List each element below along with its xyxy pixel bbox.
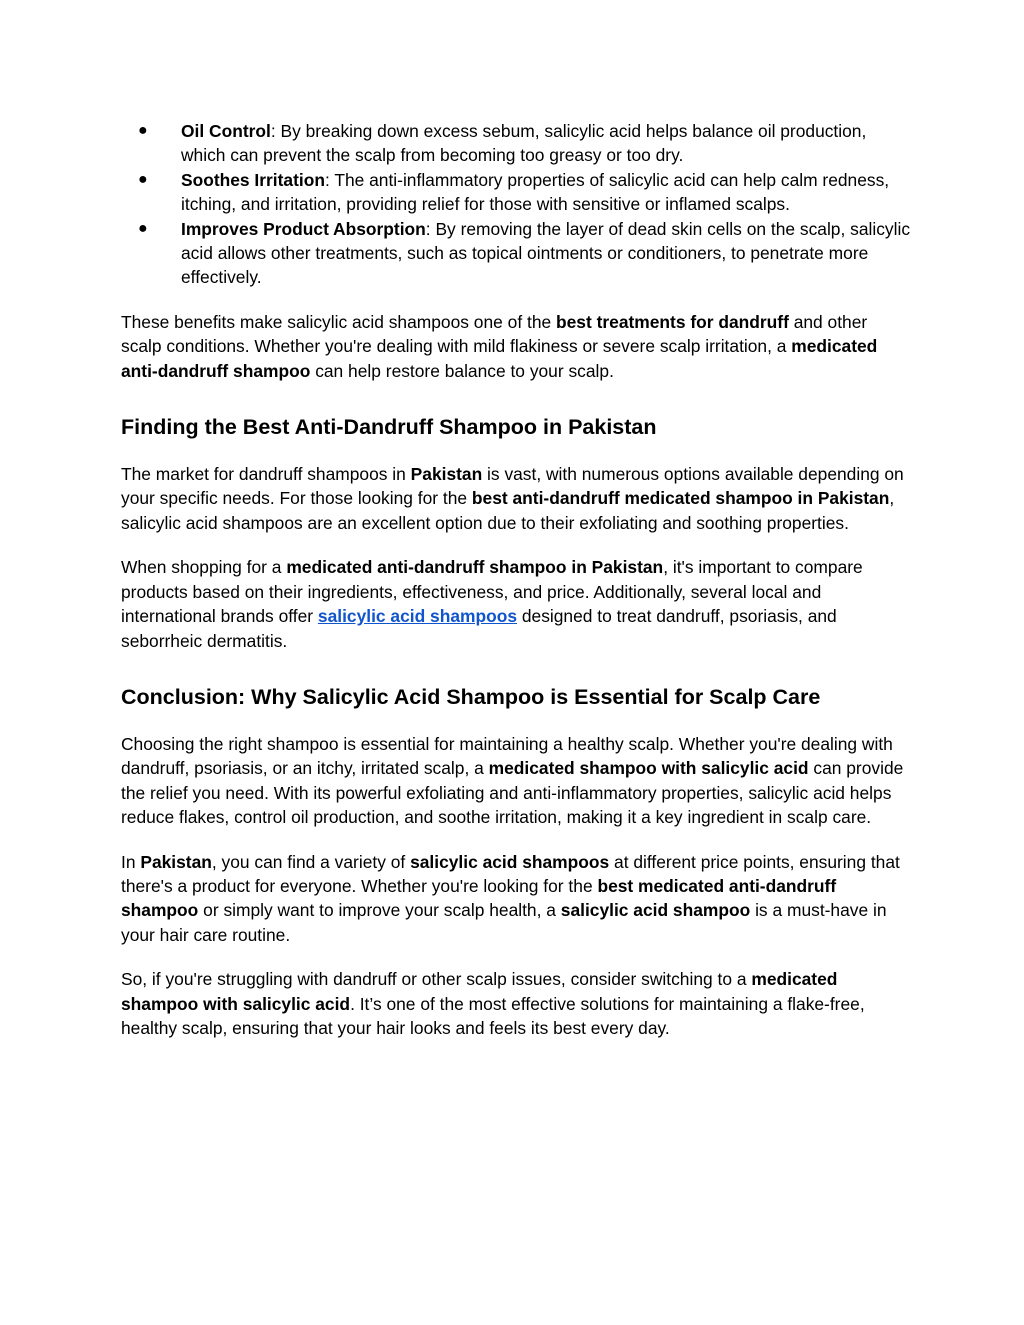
bold-text: medicated shampoo with salicylic acid [488, 758, 809, 779]
list-item-title: Soothes Irritation [181, 169, 325, 190]
list-item-title: Improves Product Absorption [181, 218, 426, 239]
text-run: Choosing the right shampoo is essential for maintaining a healthy scalp. Whether you're dealing with dandruff, psoriasis, or an itchy, irritated scalp, a [121, 733, 893, 779]
salicylic-acid-shampoos-link[interactable]: salicylic acid shampoos [317, 606, 518, 627]
bold-text: salicylic acid shampoo [560, 900, 751, 921]
paragraph-shopping [121, 555, 911, 653]
text-run: at different price points, ensuring that there's a product for everyone. Whether you're looking for the [121, 851, 900, 896]
text-run: can provide the relief you need. With its powerful exfoliating and anti-inflammatory properties, salicylic acid helps reduce flakes, control oil production, and soothe irritation, making it a key ingredient in scalp care. [121, 758, 904, 828]
bold-text: best anti-dandruff medicated shampoo in Pakistan [471, 488, 890, 509]
text-run: These benefits make salicylic acid shampoos one of the [121, 311, 556, 332]
section-heading-pakistan: Finding the Best Anti-Dandruff Shampoo in Pakistan [121, 415, 657, 440]
section-heading-conclusion: Conclusion: Why Salicylic Acid Shampoo is Essential for Scalp Care [121, 684, 821, 709]
paragraph-benefits-summary [121, 310, 911, 383]
bold-text: medicated shampoo with salicylic acid [121, 969, 838, 1014]
paragraph-choosing [121, 732, 911, 830]
bold-text: Pakistan [410, 464, 483, 485]
document-content [121, 119, 911, 1060]
bold-text: medicated anti-dandruff shampoo in Pakistan [286, 557, 664, 578]
paragraph-variety [121, 850, 911, 948]
paragraph-closing [121, 967, 911, 1040]
bold-text: medicated anti-dandruff shampoo [121, 336, 878, 381]
bold-text: salicylic acid shampoos [410, 851, 610, 872]
bold-text: best medicated anti-dandruff shampoo [121, 875, 837, 921]
text-run: In [121, 851, 141, 872]
text-run: is vast, with numerous options available depending on your specific needs. For those looking for the [121, 464, 904, 509]
bold-text: Pakistan [140, 851, 212, 872]
text-run: is a must-have in your hair care routine. [121, 900, 887, 945]
bullet-icon: ● [138, 170, 148, 188]
list-item-text: : By breaking down excess sebum, salicylic acid helps balance oil production, which can prevent the scalp from becoming too greasy or too dry. [181, 121, 867, 166]
text-run: , salicylic acid shampoos are an excellent option due to their exfoliating and soothing properties. [121, 488, 895, 533]
list-item [121, 119, 911, 168]
list-item-text: : By removing the layer of dead skin cells on the scalp, salicylic acid allows other treatments, such as topical ointments or conditioners, to penetrate more effectively. [181, 218, 911, 288]
text-run: The market for dandruff shampoos in [121, 464, 411, 485]
paragraph-market [121, 462, 911, 535]
text-run: When shopping for a [121, 557, 287, 578]
text-run: or simply want to improve your scalp health, a [198, 900, 561, 921]
text-run: , it's important to compare products based on their ingredients, effectiveness, and price. Additionally, several local and international brands offer [121, 557, 863, 627]
text-run: and other scalp conditions. Whether you're dealing with mild flakiness or severe scalp irritation, a [121, 311, 868, 357]
text-run: can help restore balance to your scalp. [310, 360, 614, 381]
list-item [121, 217, 911, 290]
list-item-title: Oil Control [181, 121, 271, 141]
text-run: . It’s one of the most effective solutions for maintaining a flake-free, healthy scalp, ensuring that your hair looks and feels its best every day. [121, 993, 865, 1038]
list-item [121, 168, 911, 217]
bold-text: best treatments for dandruff [556, 311, 789, 332]
list-item-text: : The anti-inflammatory properties of salicylic acid can help calm redness, itching, and irritation, providing relief for those with sensitive or inflamed scalps. [181, 169, 890, 215]
text-run: designed to treat dandruff, psoriasis, and seborrheic dermatitis. [121, 606, 837, 651]
text-run: , you can find a variety of [211, 851, 411, 872]
benefits-list [121, 119, 911, 290]
text-run: So, if you're struggling with dandruff or other scalp issues, consider switching to a [121, 969, 752, 990]
bullet-icon: ● [138, 122, 148, 139]
bullet-icon: ● [138, 219, 148, 237]
